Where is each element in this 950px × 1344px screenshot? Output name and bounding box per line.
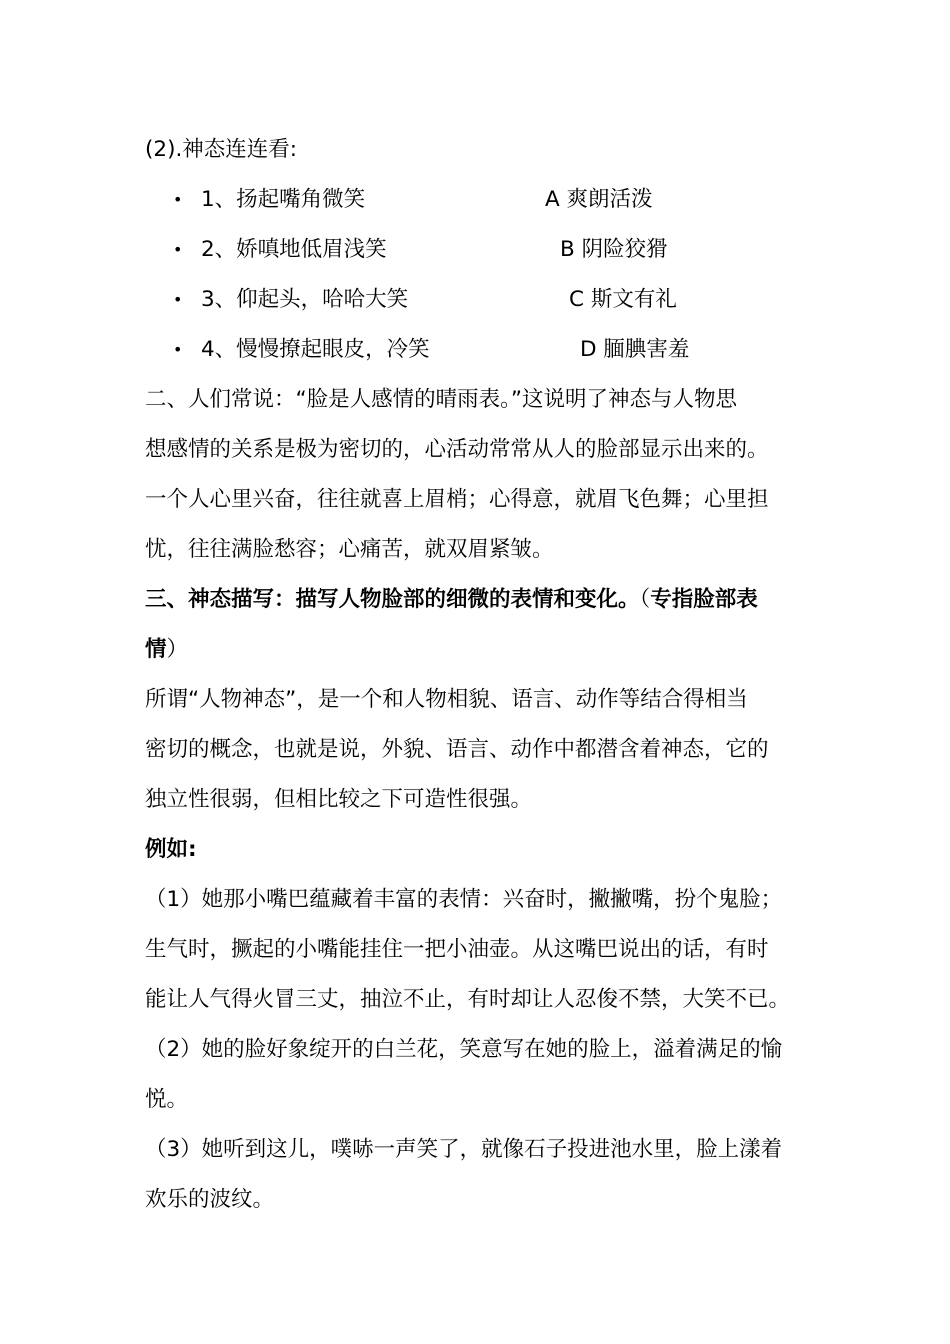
section3-heading-bold: 情 [145, 637, 167, 662]
paragraph-line: 二、人们常说：“脸是人感情的晴雨表。”这说明了神态与人物思 [145, 387, 738, 412]
match-item [173, 336, 873, 364]
example-line: 悦。 [145, 1087, 189, 1112]
match-item-expression: 3、仰起头，哈哈大笑 [201, 287, 409, 312]
section3-paren-close: ） [166, 637, 189, 662]
section3-heading-line [145, 586, 758, 614]
section3-paren-open: （ [639, 587, 651, 612]
example-line: （3）她听到这儿，噗哧一声笑了，就像石子投进池水里，脸上漾着 [145, 1137, 783, 1162]
paragraph-line: 想感情的关系是极为密切的，心活动常常从人的脸部显示出来的。 [145, 437, 769, 462]
example-line: （2）她的脸好象绽开的白兰花，笑意写在她的脸上，溢着满足的愉 [145, 1037, 783, 1062]
definition-line: 密切的概念，也就是说，外貌、语言、动作中都潜含着神态，它的 [145, 737, 769, 762]
definition-line: 独立性很弱，但相比较之下可造性很强。 [145, 787, 533, 812]
bullet-dot-icon: • [173, 290, 183, 309]
match-item [173, 186, 873, 214]
example-line: 欢乐的波纹。 [145, 1187, 275, 1212]
match-item [173, 236, 873, 264]
match-item-expression: 4、慢慢撩起眼皮，冷笑 [201, 337, 430, 362]
match-item-trait: A 爽朗活泼 [545, 187, 653, 212]
example-line: （1）她那小嘴巴蕴藏着丰富的表情：兴奋时，撇撇嘴，扮个鬼脸； [145, 887, 783, 912]
section3-heading-bold: 三、神态描写：描写人物脸部的细微的表情和变化。 [145, 587, 640, 612]
match-item-expression: 2、娇嗔地低眉浅笑 [201, 237, 387, 262]
example-line: 生气时，撅起的小嘴能挂住一把小油壶。从这嘴巴说出的话，有时 [145, 937, 769, 962]
match-item-trait: C 斯文有礼 [569, 287, 677, 312]
section3-heading-line [145, 636, 188, 664]
bullet-dot-icon: • [173, 340, 183, 359]
match-item-trait: B 阴险狡猾 [560, 237, 668, 262]
paragraph-line: 忧，往往满脸愁容；心痛苦，就双眉紧皱。 [145, 537, 554, 562]
match-item-expression: 1、扬起嘴角微笑 [201, 187, 366, 212]
example-line: 能让人气得火冒三丈，抽泣不止，有时却让人忍俊不禁，大笑不已。 [145, 987, 791, 1012]
bullet-dot-icon: • [173, 240, 183, 259]
paragraph-line: 一个人心里兴奋，往往就喜上眉梢；心得意，就眉飞色舞；心里担 [145, 487, 769, 512]
definition-line: 所谓“人物神态”，是一个和人物相貌、语言、动作等结合得相当 [145, 687, 748, 712]
heading-match-exercise: (2).神态连连看: [145, 137, 298, 162]
match-item [173, 286, 873, 314]
bullet-dot-icon: • [173, 190, 183, 209]
section3-heading-bold-tail: 专指脸部表 [650, 587, 758, 612]
match-item-trait: D 腼腆害羞 [580, 337, 690, 362]
example-label: 例如: [145, 837, 197, 862]
